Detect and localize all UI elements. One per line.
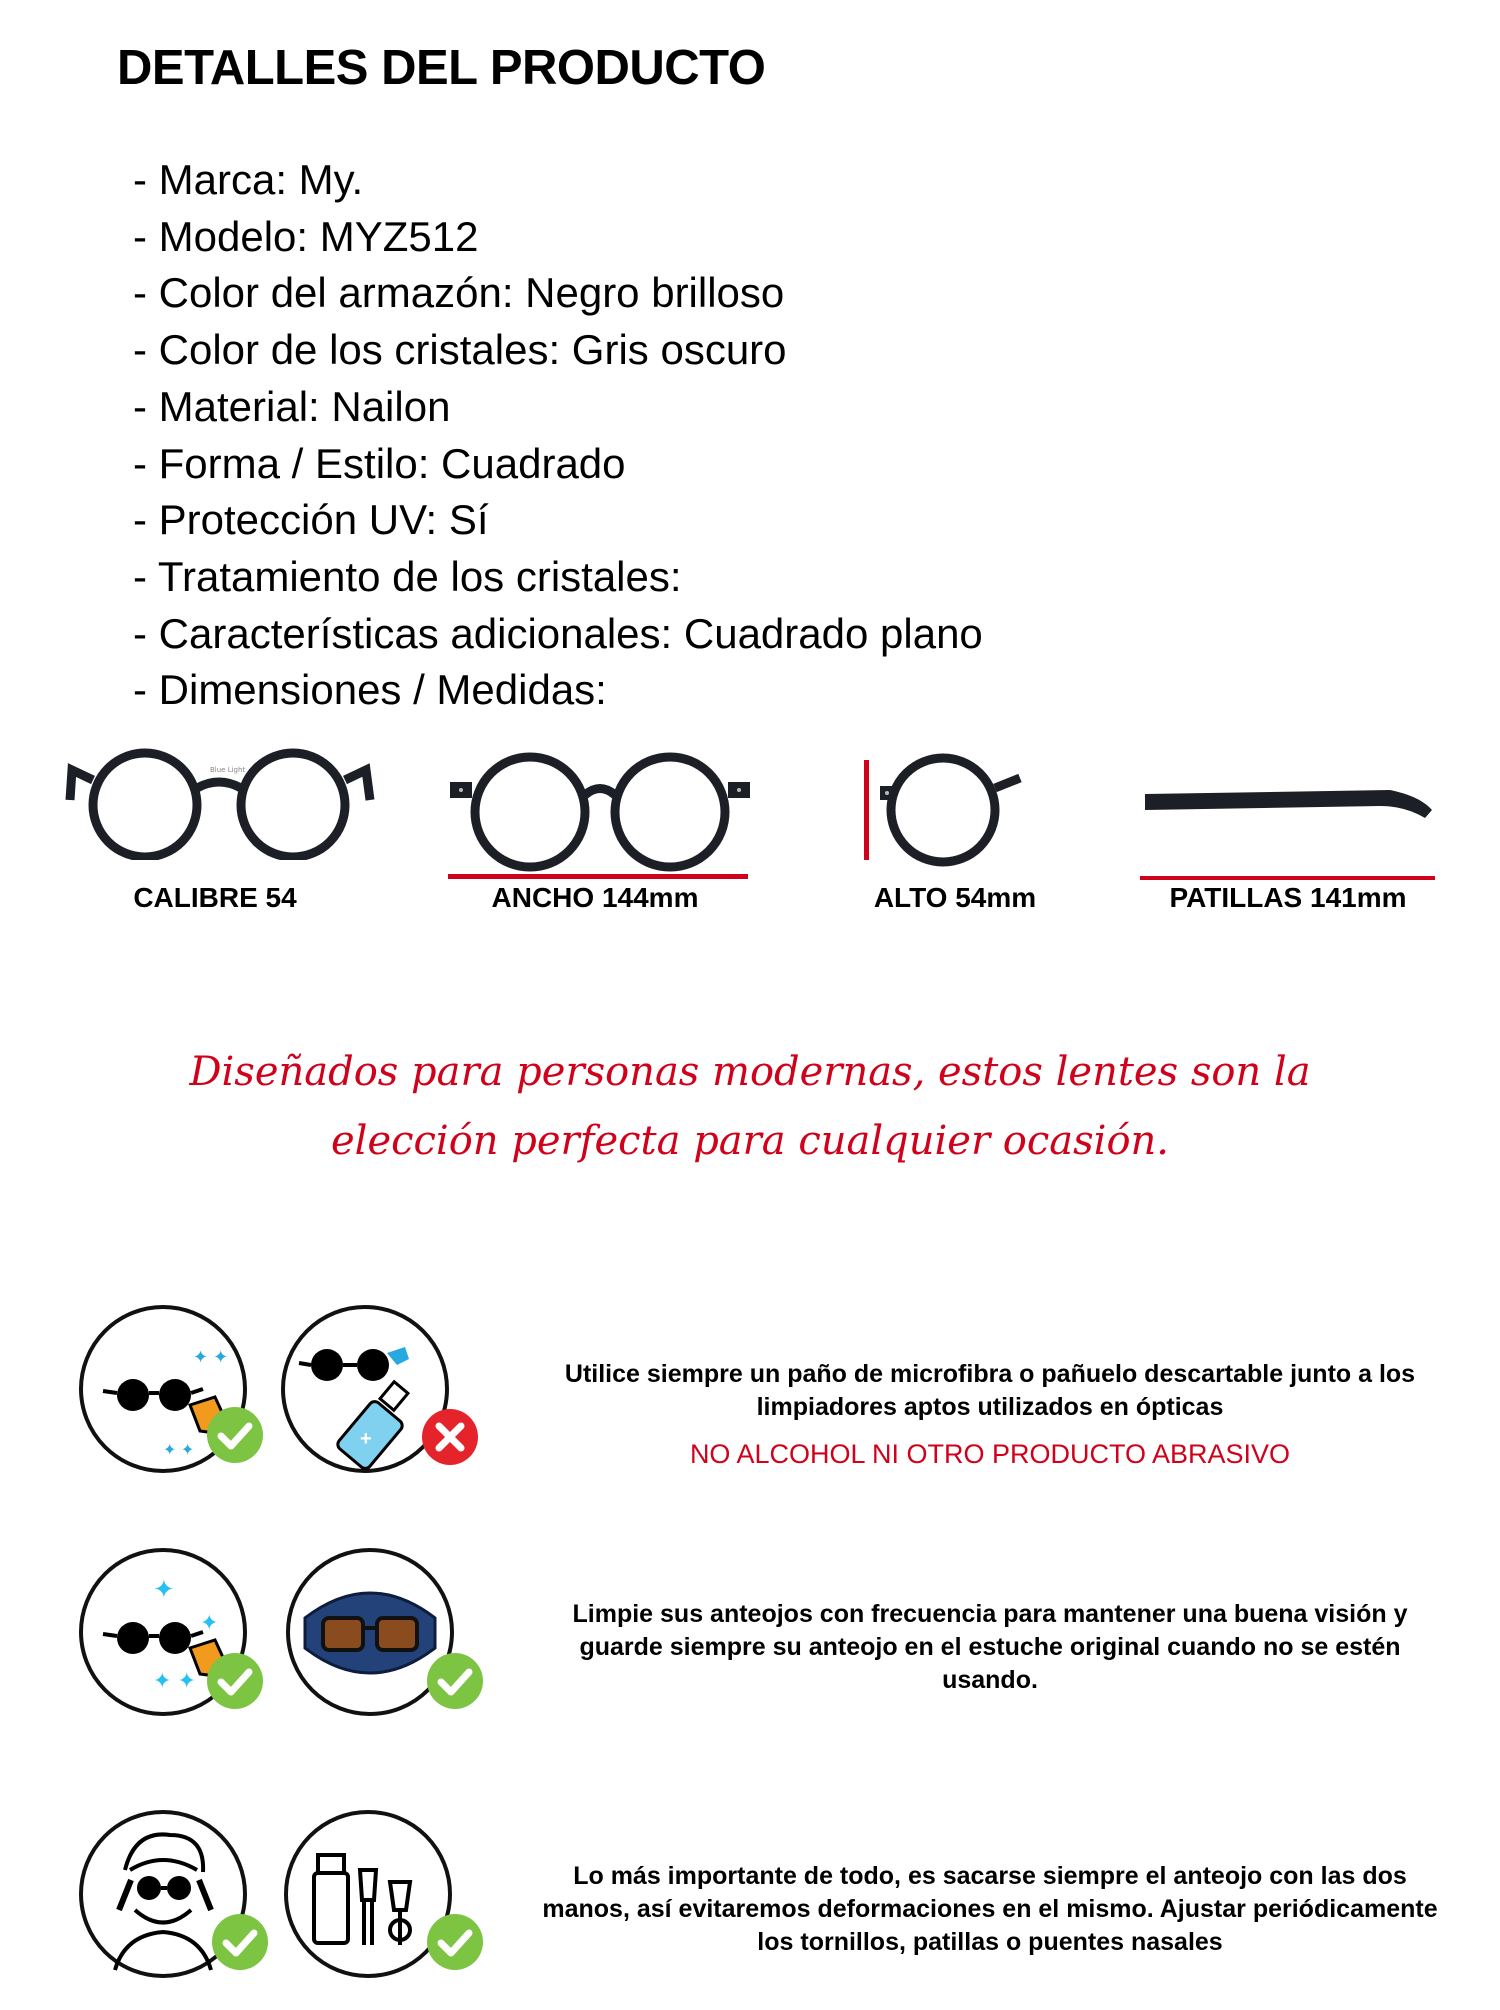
svg-text:+: + [360,1428,372,1450]
check-badge-icon [425,1651,485,1711]
dim-ancho [440,740,760,940]
spec-shape: - Forma / Estilo: Cuadrado [133,439,626,487]
dimensions-row [0,740,1500,940]
label-ancho: ANCHO 144mm [491,882,699,913]
svg-text:✦: ✦ [200,1610,219,1635]
glasses-front-angled-icon [60,740,380,860]
check-badge-icon [205,1405,265,1465]
care-row-3 [0,1810,1500,2000]
spec-frame-color: - Color del armazón: Negro brilloso [133,269,785,317]
svg-text:✦: ✦ [153,1574,175,1604]
care-warning: NO ALCOHOL NI OTRO PRODUCTO ABRASIVO [689,1439,1291,1469]
spec-list [133,152,983,719]
frame-logo-text: Blue Light [210,766,246,774]
check-badge-icon [205,1651,265,1711]
label-calibre: CALIBRE 54 [133,882,297,913]
spec-features: - Características adicionales: Cuadrado plano [133,609,983,657]
dim-alto [850,740,1090,940]
temple-arm-icon [1140,740,1450,880]
spec-brand: - Marca: My. [133,156,364,203]
spec-lens-color: - Color de los cristales: Gris oscuro [133,326,787,374]
label-alto: ALTO 54mm [873,882,1037,913]
spec-uv: - Protección UV: Sí [133,496,489,544]
care-text-2: Limpie sus anteojos con frecuencia para mantener una buena visión y guarde siempre su anteojo en el estuche original cuando no se estén usando. [572,1600,1408,1694]
spec-material: - Material: Nailon [133,382,451,430]
glasses-front-icon [440,740,760,880]
cross-badge-icon [420,1407,480,1467]
care-text-3: Lo más importante de todo, es sacarse siempre el anteojo con las dos manos, así evitaremos deformaciones en el mismo. Ajustar periódicamente los tornillos, patillas o puentes nasales [542,1862,1438,1956]
spec-model: - Modelo: MYZ512 [133,212,479,260]
page-title: DETALLES DEL PRODUCTO [117,41,766,95]
dim-patillas [1140,740,1450,940]
care-row-1 [0,1305,1500,1505]
glasses-side-front-icon [850,740,1090,880]
check-badge-icon [210,1912,270,1972]
svg-text:✦ ✦: ✦ ✦ [193,1347,229,1367]
spec-treatment: - Tratamiento de los cristales: [133,552,682,600]
label-patillas: PATILLAS 141mm [1169,882,1407,913]
care-text-1: Utilice siempre un paño de microfibra o pañuelo descartable junto a los limpiadores aptos utilizados en ópticas [564,1360,1416,1421]
svg-text:✦ ✦: ✦ ✦ [153,1668,196,1693]
dim-calibre [60,740,380,940]
svg-text:✦ ✦: ✦ ✦ [163,1442,195,1459]
tagline: Diseñados para personas modernas, estos lentes son la elección perfecta para cualquier ocasión. [189,1049,1311,1164]
check-badge-icon [425,1912,485,1972]
spec-dimensions: - Dimensiones / Medidas: [133,666,607,714]
care-row-2 [0,1548,1500,1758]
